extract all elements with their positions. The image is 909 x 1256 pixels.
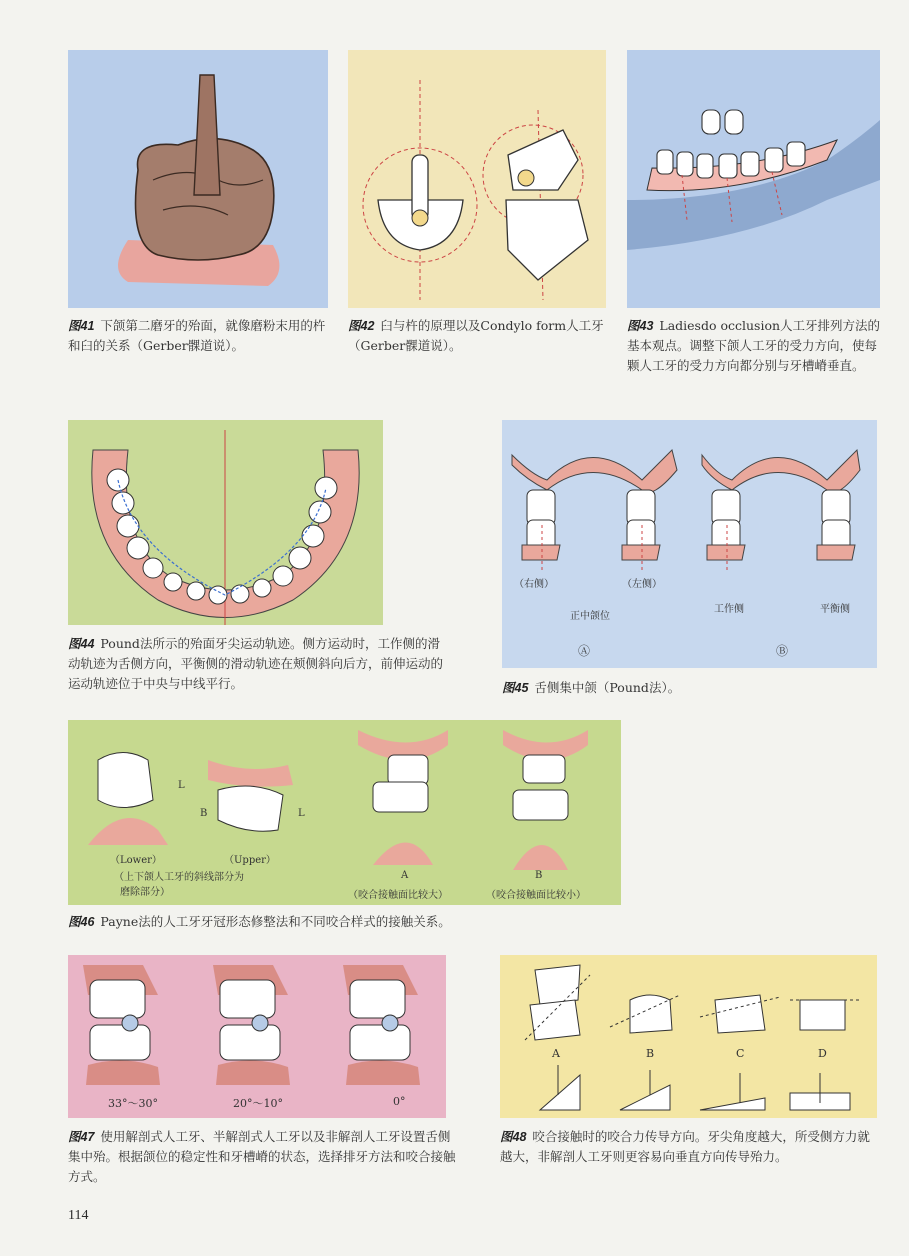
figure-47-angle-2: 20°～10° [233,1097,283,1110]
figure-45-label-right: （右侧） [514,579,554,590]
figure-46-label-lower: （Lower） [110,855,162,866]
figure-46-label-bb: B [535,870,543,881]
figure-41-text: 下颌第二磨牙的殆面，就像磨粉末用的杵和臼的关系（Gerber髁道说）。 [68,318,326,353]
figure-45-label-left: （左侧） [622,579,662,590]
figure-45-label-b: Ⓑ [776,644,789,658]
figure-48-illustration [500,955,877,1118]
figure-46-label-b: B [200,808,208,819]
figure-48-label-d: D [818,1047,827,1060]
figure-43-text: Ladiesdo occlusion人工牙排列方法的基本观点。调整下颌人工牙的受力方向，使每颗人工牙的受力方向都分别与牙槽嵴垂直。 [627,318,881,373]
figure-45-label-center: 正中颌位 [570,611,610,622]
figure-41-caption [68,316,333,356]
figure-46-caption [68,912,688,932]
figure-44-illustration [68,420,383,625]
figure-48-caption [500,1127,880,1167]
figure-45-text: 舌侧集中颌（Pound法）。 [534,680,681,695]
figure-47-illustration [68,955,446,1118]
figure-46-note-line2: 磨除部分） [120,887,170,898]
figure-48-label-b: B [646,1047,655,1060]
figure-44-text: Pound法所示的殆面牙尖运动轨迹。侧方运动时，工作侧的滑动轨迹为舌侧方向，平衡侧的滑动轨迹在颊侧斜向后方，前伸运动的运动轨迹位于中央与中线平行。 [68,636,444,691]
figure-48-label-c: C [736,1047,745,1060]
figure-44-number: 图44 [68,637,95,651]
figure-45-label-a: Ⓐ [578,644,591,658]
figure-47-caption [68,1127,458,1187]
figure-48-label-a: A [552,1047,560,1060]
figure-43-illustration [627,50,880,308]
figure-46-b-note: （咬合接触面比较小） [486,890,586,901]
figure-44-caption [68,634,448,694]
figure-46-label-l1: L [178,780,185,791]
figure-45-number: 图45 [502,681,529,695]
figure-48-number: 图48 [500,1130,527,1144]
figure-46-label-upper: （Upper） [224,855,276,866]
figure-47-number: 图47 [68,1130,95,1144]
figure-47-angle-3: 0° [393,1095,406,1108]
figure-43-caption [627,316,885,376]
figure-45-label-balance: 平衡侧 [820,604,850,615]
figure-46-label-a: A [401,870,409,881]
figure-42-number: 图42 [348,319,375,333]
figure-47-angle-1: 33°～30° [108,1097,158,1110]
figure-42-caption [348,316,610,356]
figure-45-caption [502,678,877,698]
figure-41-number: 图41 [68,319,95,333]
figure-48-text: 咬合接触时的咬合力传导方向。牙尖角度越大，所受侧方力就越大，非解剖人工牙则更容易向垂直方向传导殆力。 [500,1129,870,1164]
figure-41-illustration [68,50,328,308]
figure-47-text: 使用解剖式人工牙、半解剖式人工牙以及非解剖人工牙设置舌侧集中殆。根据颌位的稳定性和牙槽嵴的状态，选择排牙方法和咬合接触方式。 [68,1129,456,1184]
figure-46-note-line1: （上下颌人工牙的斜线部分为 [114,872,244,883]
figure-46-number: 图46 [68,915,95,929]
figure-43-number: 图43 [627,319,654,333]
figure-46-text: Payne法的人工牙牙冠形态修整法和不同咬合样式的接触关系。 [100,914,451,929]
figure-45-label-working: 工作侧 [714,604,744,615]
figure-46-a-note: （咬合接触面比较大） [348,890,448,901]
figure-46-illustration [68,720,621,905]
figure-45-illustration [502,420,877,668]
page-number: 114 [68,1208,89,1223]
figure-42-text: 臼与杵的原理以及Condylo form人工牙（Gerber髁道说）。 [348,318,604,353]
figure-46-label-l2: L [298,808,305,819]
figure-42-illustration [348,50,606,308]
